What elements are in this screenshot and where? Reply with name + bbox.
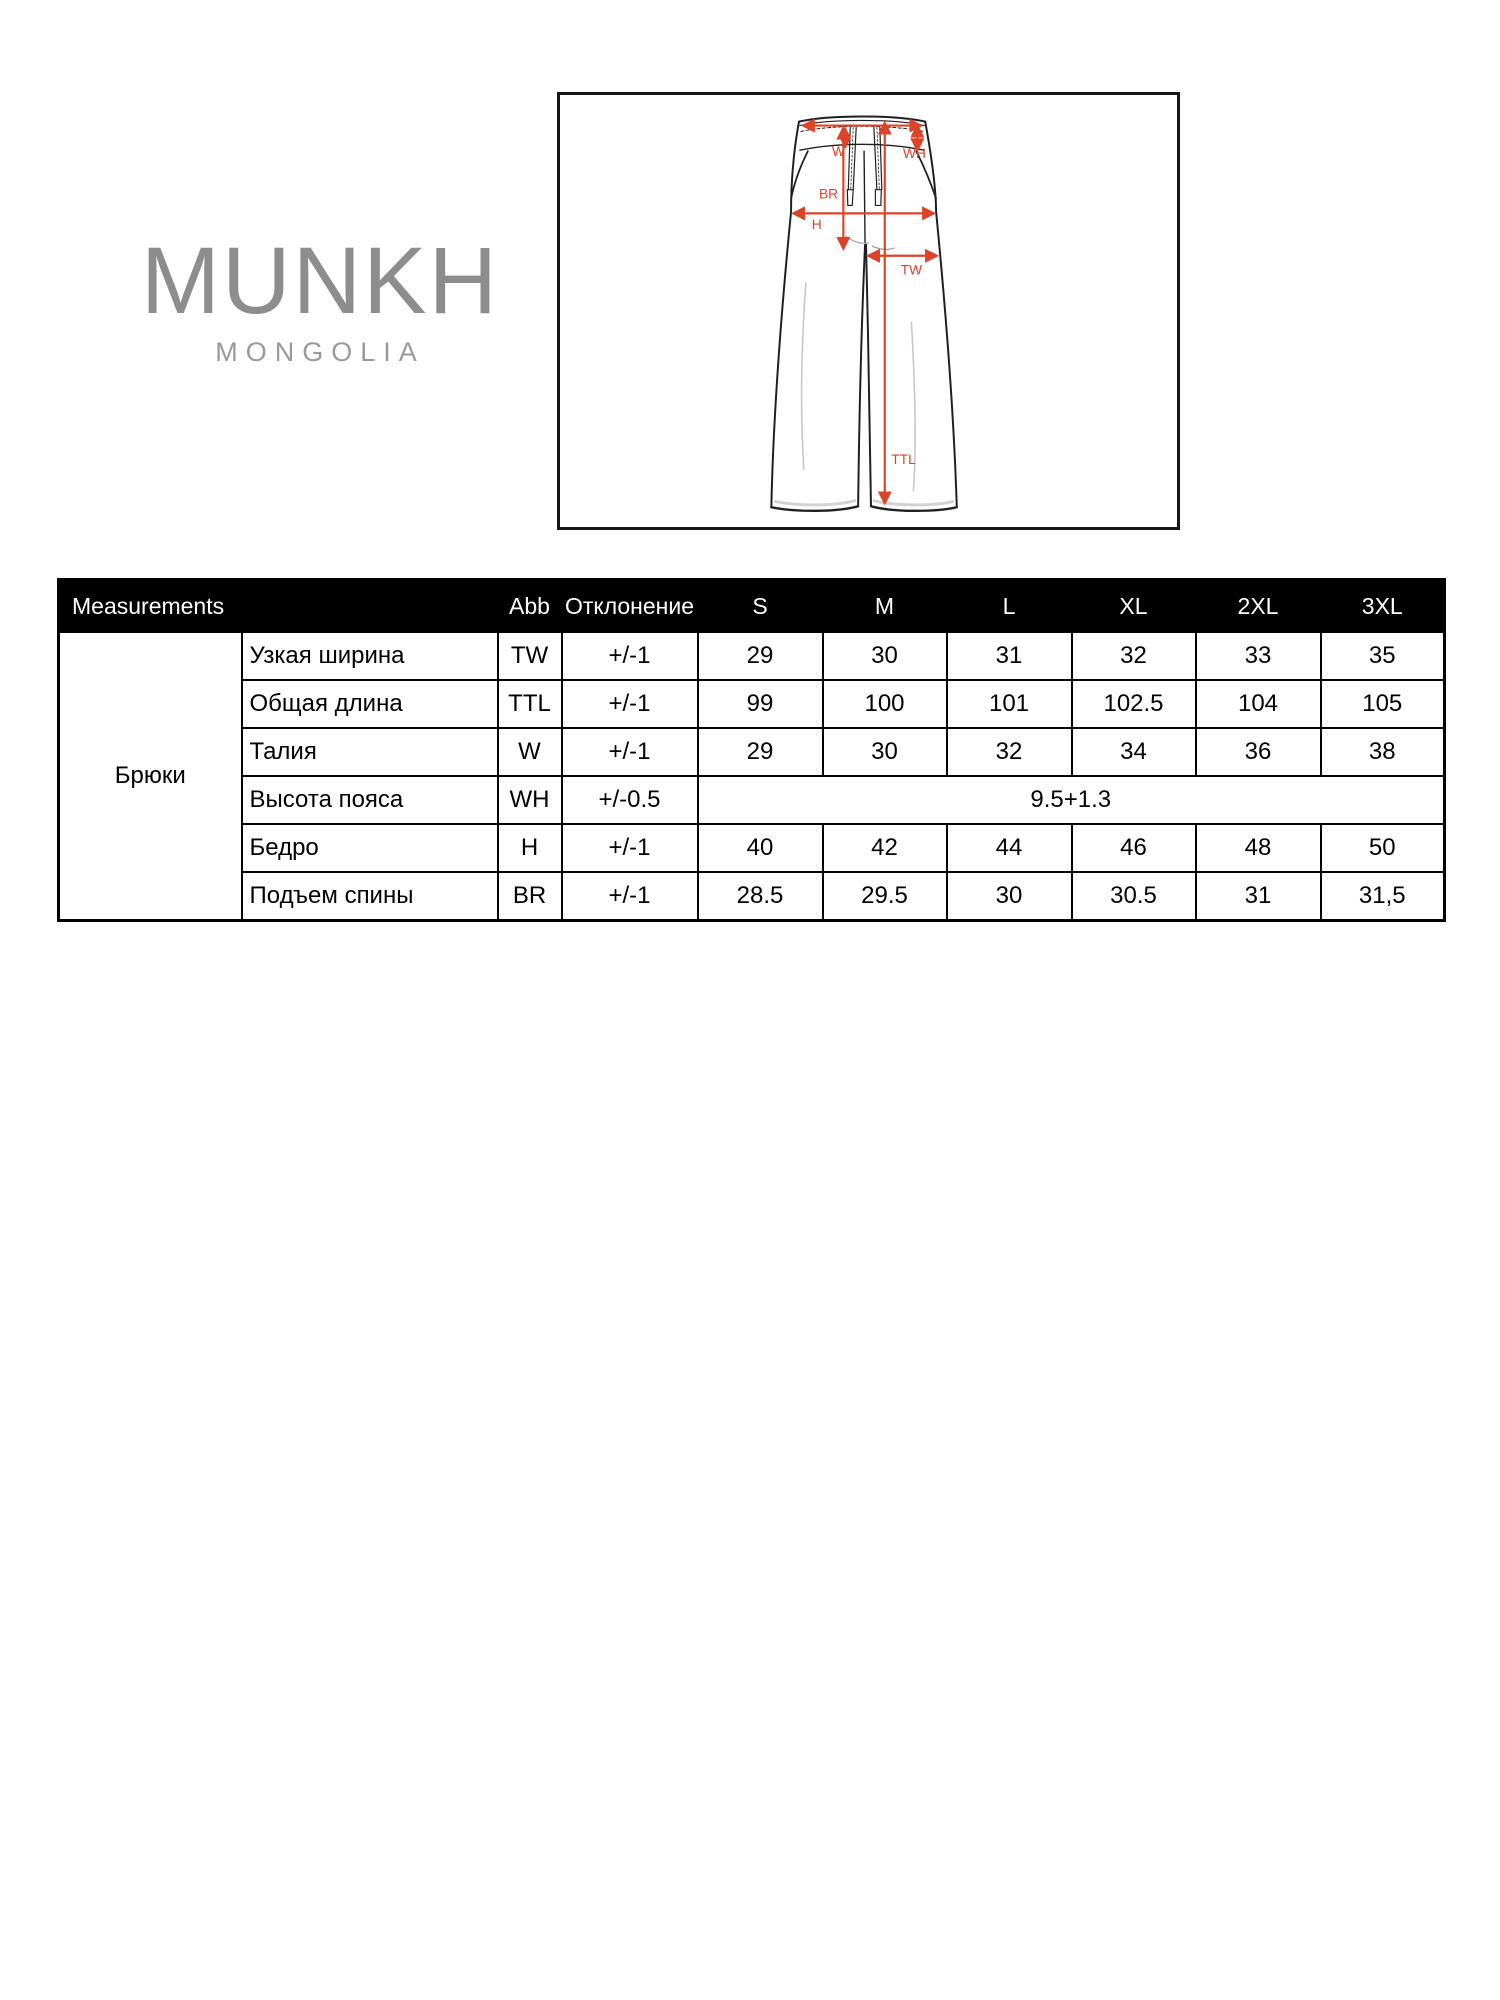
cell-value: 30 — [823, 728, 947, 776]
category-cell: Брюки — [59, 632, 242, 920]
br-label: BR — [818, 186, 839, 202]
cell-value: 46 — [1072, 824, 1196, 872]
cell-value: 34 — [1072, 728, 1196, 776]
row-abb: TTL — [498, 680, 562, 728]
header-tolerance: Отклонение — [562, 580, 698, 633]
cell-value: 104 — [1196, 680, 1321, 728]
cell-value: 29.5 — [823, 872, 947, 920]
cell-value: 33 — [1196, 632, 1321, 680]
header-size-3xl: 3XL — [1321, 580, 1445, 633]
table-row — [59, 872, 1445, 920]
cell-value: 31,5 — [1321, 872, 1445, 920]
merged-value-cell: 9.5+1.3 — [698, 776, 1445, 824]
row-label: Подъем спины — [242, 872, 498, 920]
cell-value: 100 — [823, 680, 947, 728]
row-abb: WH — [498, 776, 562, 824]
table-row — [59, 728, 1445, 776]
cell-value: 29 — [698, 728, 823, 776]
cell-value: 31 — [947, 632, 1072, 680]
table-row — [59, 632, 1445, 680]
brand-subtitle: MONGOLIA — [215, 337, 425, 367]
header-measurements: Measurements — [59, 580, 498, 633]
row-tolerance: +/-1 — [562, 632, 698, 680]
row-abb: TW — [498, 632, 562, 680]
row-label: Талия — [242, 728, 498, 776]
cell-value: 35 — [1321, 632, 1445, 680]
table-row — [59, 824, 1445, 872]
row-tolerance: +/-1 — [562, 680, 698, 728]
brand-logo — [140, 228, 500, 368]
cell-value: 32 — [947, 728, 1072, 776]
pants-diagram-box — [557, 92, 1180, 530]
cell-value: 105 — [1321, 680, 1445, 728]
row-tolerance: +/-1 — [562, 824, 698, 872]
cell-value: 102.5 — [1072, 680, 1196, 728]
cell-value: 32 — [1072, 632, 1196, 680]
header-size-xl: XL — [1072, 580, 1196, 633]
w-label: W — [831, 144, 845, 160]
pants-outline — [771, 116, 956, 510]
row-abb: W — [498, 728, 562, 776]
cell-value: 42 — [823, 824, 947, 872]
row-label: Бедро — [242, 824, 498, 872]
cell-value: 50 — [1321, 824, 1445, 872]
row-tolerance: +/-1 — [562, 728, 698, 776]
header-abb: Abb — [498, 580, 562, 633]
wh-label: WH — [902, 146, 926, 162]
row-abb: H — [498, 824, 562, 872]
table-header-row — [59, 580, 1445, 633]
row-label: Высота пояса — [242, 776, 498, 824]
row-label: Узкая ширина — [242, 632, 498, 680]
cell-value: 30 — [823, 632, 947, 680]
cell-value: 36 — [1196, 728, 1321, 776]
cell-value: 30 — [947, 872, 1072, 920]
pants-technical-drawing — [560, 95, 1177, 527]
header-size-l: L — [947, 580, 1072, 633]
table-row — [59, 776, 1445, 824]
cell-value: 29 — [698, 632, 823, 680]
table-row — [59, 680, 1445, 728]
cell-value: 38 — [1321, 728, 1445, 776]
cell-value: 48 — [1196, 824, 1321, 872]
header-size-2xl: 2XL — [1196, 580, 1321, 633]
h-label: H — [811, 217, 822, 233]
cell-value: 31 — [1196, 872, 1321, 920]
row-label: Общая длина — [242, 680, 498, 728]
header-size-s: S — [698, 580, 823, 633]
cell-value: 101 — [947, 680, 1072, 728]
cell-value: 28.5 — [698, 872, 823, 920]
cell-value: 40 — [698, 824, 823, 872]
tw-label: TW — [900, 262, 923, 278]
cell-value: 30.5 — [1072, 872, 1196, 920]
cell-value: 99 — [698, 680, 823, 728]
brand-name: MUNKH — [140, 228, 500, 334]
row-tolerance: +/-0.5 — [562, 776, 698, 824]
cell-value: 44 — [947, 824, 1072, 872]
row-tolerance: +/-1 — [562, 872, 698, 920]
measurements-table — [57, 578, 1446, 922]
ttl-label: TTL — [891, 451, 916, 467]
row-abb: BR — [498, 872, 562, 920]
header-size-m: M — [823, 580, 947, 633]
